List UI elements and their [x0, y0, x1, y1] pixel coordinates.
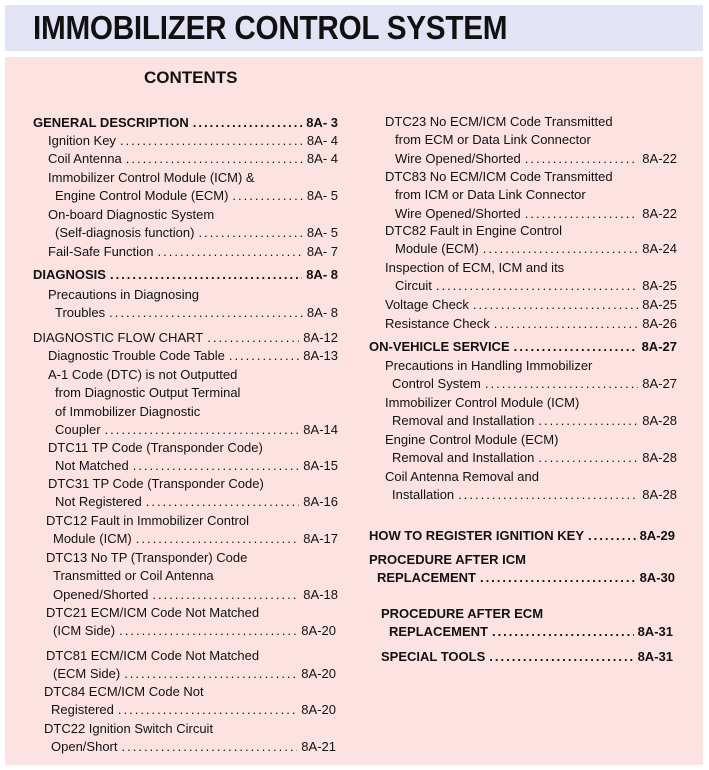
- toc-entry-title: Ignition Key: [48, 133, 116, 148]
- toc-entry-line: [385, 113, 613, 131]
- dot-leader: [514, 338, 638, 356]
- toc-entry-title: DIAGNOSIS: [33, 267, 106, 282]
- toc-page-number: 8A-25: [642, 297, 677, 312]
- toc-entry-title: Coil Antenna Removal and: [385, 469, 539, 484]
- toc-entry-line: [48, 169, 255, 187]
- toc-entry-line: [392, 412, 677, 430]
- toc-entry-line: [55, 403, 200, 421]
- toc-entry-line: [55, 384, 240, 402]
- toc-entry-title: Diagnostic Trouble Code Table: [48, 348, 225, 363]
- toc-entry-title: from ICM or Data Link Connector: [395, 187, 586, 203]
- toc-entry-line: [46, 647, 259, 665]
- toc-entry-line: [395, 150, 677, 168]
- toc-page-number: 8A-28: [642, 487, 677, 503]
- toc-entry-line: [51, 701, 336, 719]
- toc-entry-line: [44, 720, 213, 738]
- toc-page-number: 8A-31: [637, 624, 673, 640]
- dot-leader: [120, 132, 303, 150]
- dot-leader: [525, 205, 639, 223]
- toc-entry-title: DTC23 No ECM/ICM Code Transmitted: [385, 114, 613, 129]
- toc-entry-line: [395, 186, 586, 204]
- toc-entry-title: DIAGNOSTIC FLOW CHART: [33, 330, 204, 345]
- toc-page-number: 8A-26: [642, 316, 677, 331]
- dot-leader: [494, 315, 639, 333]
- toc-entry-line: [33, 329, 338, 347]
- toc-entry-line: [369, 527, 675, 545]
- toc-page-number: 8A- 3: [306, 115, 338, 130]
- dot-leader: [122, 738, 298, 756]
- toc-page-number: 8A-25: [642, 278, 677, 294]
- toc-page-number: 8A-16: [303, 494, 338, 510]
- toc-entry-title: Control System: [392, 376, 481, 392]
- toc-entry-line: [33, 266, 338, 284]
- toc-entry-line: [369, 338, 677, 356]
- toc-page-number: 8A-21: [301, 739, 336, 755]
- toc-page-number: 8A-20: [301, 666, 336, 682]
- toc-entry-line: [377, 569, 675, 587]
- toc-entry-title: DTC83 No ECM/ICM Code Transmitted: [385, 169, 613, 184]
- toc-entry-line: [48, 366, 237, 384]
- toc-entry-title: DTC84 ECM/ICM Code Not: [44, 684, 204, 699]
- toc-entry-line: [385, 259, 564, 277]
- toc-page-number: 8A-15: [303, 458, 338, 474]
- dot-leader: [232, 187, 303, 205]
- dot-leader: [146, 493, 300, 511]
- toc-page-number: 8A-27: [641, 339, 677, 354]
- toc-entry-line: [385, 315, 677, 333]
- dot-leader: [229, 347, 299, 365]
- toc-entry-title: Not Registered: [55, 494, 142, 510]
- toc-entry-line: [48, 206, 214, 224]
- toc-entry-title: DTC13 No TP (Transponder) Code: [46, 550, 248, 565]
- toc-entry-line: [46, 549, 247, 567]
- toc-entry-title: Coil Antenna: [48, 151, 122, 166]
- dot-leader: [109, 304, 303, 322]
- toc-page-number: 8A-18: [303, 586, 338, 602]
- toc-entry-title: Precautions in Diagnosing: [48, 287, 200, 302]
- toc-entry-title: A-1 Code (DTC) is not Outputted: [48, 367, 238, 382]
- dot-leader: [473, 296, 638, 314]
- toc-entry-line: [385, 431, 558, 449]
- toc-page-number: 8A- 8: [306, 305, 338, 321]
- toc-entry-title: PROCEDURE AFTER ICM: [369, 552, 526, 567]
- toc-entry-title: Transmitted or Coil Antenna: [53, 568, 214, 584]
- toc-entry-title: Module (ICM): [53, 531, 132, 547]
- dot-leader: [458, 486, 638, 504]
- dot-leader: [124, 665, 297, 683]
- toc-entry-title: Engine Control Module (ECM): [55, 188, 229, 204]
- toc-entry-title: Removal and Installation: [392, 450, 535, 466]
- toc-entry-title: (ICM Side): [53, 623, 116, 639]
- toc-page-number: 8A-22: [642, 150, 677, 166]
- dot-leader: [485, 375, 638, 393]
- toc-entry-line: [385, 168, 613, 186]
- dot-leader: [126, 150, 303, 168]
- toc-page-number: 8A-31: [637, 649, 673, 664]
- toc-page-number: 8A- 4: [306, 151, 338, 166]
- dot-leader: [118, 701, 297, 719]
- dot-leader: [480, 569, 636, 587]
- dot-leader: [133, 457, 300, 475]
- toc-entry-title: Precautions in Handling Immobilizer: [385, 358, 593, 373]
- toc-page-number: 8A-17: [303, 531, 338, 547]
- toc-page-number: 8A-27: [642, 376, 677, 392]
- toc-page-number: 8A-22: [642, 205, 677, 221]
- dot-leader: [119, 622, 297, 640]
- toc-page-number: 8A- 5: [306, 225, 338, 241]
- dot-leader: [193, 114, 302, 132]
- toc-entry-line: [395, 205, 677, 223]
- toc-entry-line: [48, 475, 264, 493]
- toc-entry-line: [385, 394, 579, 412]
- toc-entry-line: [55, 224, 338, 242]
- toc-entry-title: DTC22 Ignition Switch Circuit: [44, 721, 214, 736]
- toc-entry-title: Troubles: [55, 305, 106, 321]
- dot-leader: [152, 586, 299, 604]
- toc-entry-title: Immobilizer Control Module (ICM) &: [48, 170, 255, 185]
- toc-entry-title: SPECIAL TOOLS: [381, 649, 486, 664]
- dot-leader: [158, 243, 303, 261]
- toc-entry-line: [46, 512, 249, 530]
- toc-page-number: 8A-20: [301, 702, 336, 718]
- toc-entry-line: [385, 222, 562, 240]
- toc-entry-line: [55, 493, 338, 511]
- toc-entry-title: from Diagnostic Output Terminal: [55, 385, 241, 401]
- contents-heading: CONTENTS: [144, 68, 238, 87]
- toc-entry-title: of Immobilizer Diagnostic: [55, 403, 201, 419]
- toc-entry-line: [385, 357, 592, 375]
- dot-leader: [538, 412, 638, 430]
- toc-entry-line: [44, 683, 204, 701]
- dot-leader: [525, 150, 639, 168]
- toc-entry-line: [46, 604, 259, 622]
- dot-leader: [207, 329, 299, 347]
- toc-entry-line: [381, 648, 673, 666]
- toc-page-number: 8A-30: [639, 570, 675, 586]
- dot-leader: [492, 623, 634, 641]
- toc-entry-line: [55, 421, 338, 439]
- toc-entry-line: [48, 243, 338, 261]
- toc-entry-line: [48, 286, 199, 304]
- toc-entry-title: Module (ECM): [395, 241, 479, 257]
- dot-leader: [136, 530, 300, 548]
- toc-entry-title: REPLACEMENT: [377, 570, 476, 586]
- toc-entry-title: Resistance Check: [385, 316, 490, 331]
- toc-entry-line: [395, 131, 591, 149]
- page-title: IMMOBILIZER CONTROL SYSTEM: [33, 9, 508, 46]
- toc-entry-line: [392, 449, 677, 467]
- toc-entry-line: [55, 187, 338, 205]
- toc-entry-title: (ECM Side): [53, 666, 121, 682]
- toc-entry-title: Registered: [51, 702, 114, 718]
- toc-entry-line: [389, 623, 673, 641]
- toc-entry-title: DTC81 ECM/ICM Code Not Matched: [46, 648, 260, 663]
- toc-entry-title: ON-VEHICLE SERVICE: [369, 339, 510, 354]
- toc-page-number: 8A-20: [301, 623, 336, 639]
- toc-entry-line: [53, 586, 338, 604]
- toc-entry-title: DTC82 Fault in Engine Control: [385, 223, 563, 238]
- toc-page-number: 8A-28: [642, 413, 677, 429]
- dot-leader: [538, 449, 638, 467]
- toc-entry-line: [53, 665, 336, 683]
- toc-entry-line: [392, 375, 677, 393]
- toc-entry-title: DTC31 TP Code (Transponder Code): [48, 476, 264, 491]
- toc-entry-title: Immobilizer Control Module (ICM): [385, 395, 580, 410]
- dot-leader: [436, 277, 638, 295]
- toc-entry-line: [53, 622, 336, 640]
- dot-leader: [110, 266, 302, 284]
- toc-page-number: 8A-29: [639, 528, 675, 543]
- toc-entry-line: [53, 567, 214, 585]
- toc-entry-line: [369, 551, 526, 569]
- toc-page-number: 8A- 5: [306, 188, 338, 204]
- toc-entry-line: [395, 240, 677, 258]
- toc-entry-line: [53, 530, 338, 548]
- toc-page-number: 8A-28: [642, 450, 677, 466]
- toc-entry-title: (Self-diagnosis function): [55, 225, 195, 241]
- toc-entry-line: [48, 150, 338, 168]
- toc-entry-title: Coupler: [55, 422, 101, 438]
- toc-entry-title: Installation: [392, 487, 455, 503]
- toc-entry-title: Open/Short: [51, 739, 118, 755]
- toc-entry-line: [48, 347, 338, 365]
- toc-entry-line: [51, 738, 336, 756]
- toc-page-number: 8A-24: [642, 241, 677, 257]
- toc-entry-title: DTC21 ECM/ICM Code Not Matched: [46, 605, 260, 620]
- toc-entry-title: Voltage Check: [385, 297, 469, 312]
- toc-entry-title: HOW TO REGISTER IGNITION KEY: [369, 528, 584, 543]
- toc-entry-title: Wire Opened/Shorted: [395, 205, 521, 221]
- toc-entry-title: Engine Control Module (ECM): [385, 432, 559, 447]
- toc-entry-line: [33, 114, 338, 132]
- toc-entry-line: [385, 468, 539, 486]
- toc-entry-title: from ECM or Data Link Connector: [395, 132, 591, 148]
- toc-entry-title: Removal and Installation: [392, 413, 535, 429]
- toc-entry-line: [55, 457, 338, 475]
- toc-entry-title: On-board Diagnostic System: [48, 207, 215, 222]
- toc-page-number: 8A- 7: [306, 244, 338, 259]
- toc-entry-line: [385, 296, 677, 314]
- toc-entry-line: [48, 132, 338, 150]
- dot-leader: [483, 240, 639, 258]
- toc-entry-title: GENERAL DESCRIPTION: [33, 115, 189, 130]
- toc-page-number: 8A-14: [303, 422, 338, 438]
- dot-leader: [588, 527, 636, 545]
- toc-entry-line: [48, 439, 263, 457]
- toc-entry-title: PROCEDURE AFTER ECM: [381, 606, 544, 621]
- dot-leader: [198, 224, 302, 242]
- toc-page-number: 8A- 4: [306, 133, 338, 148]
- toc-entry-title: DTC11 TP Code (Transponder Code): [48, 440, 263, 455]
- toc-entry-title: Circuit: [395, 278, 432, 294]
- toc-entry-line: [395, 277, 677, 295]
- dot-leader: [489, 648, 633, 666]
- toc-entry-title: Fail-Safe Function: [48, 244, 154, 259]
- toc-entry-line: [392, 486, 677, 504]
- toc-entry-title: Wire Opened/Shorted: [395, 150, 521, 166]
- toc-page-number: 8A- 8: [306, 267, 338, 282]
- toc-entry-line: [381, 605, 543, 623]
- toc-page-number: 8A-13: [303, 348, 338, 363]
- toc-entry-title: Inspection of ECM, ICM and its: [385, 260, 565, 275]
- toc-entry-title: DTC12 Fault in Immobilizer Control: [46, 513, 250, 528]
- toc-page-number: 8A-12: [303, 330, 338, 345]
- toc-entry-title: Opened/Shorted: [53, 586, 149, 602]
- toc-entry-title: Not Matched: [55, 458, 129, 474]
- toc-entry-title: REPLACEMENT: [389, 624, 488, 640]
- dot-leader: [105, 421, 300, 439]
- toc-entry-line: [55, 304, 338, 322]
